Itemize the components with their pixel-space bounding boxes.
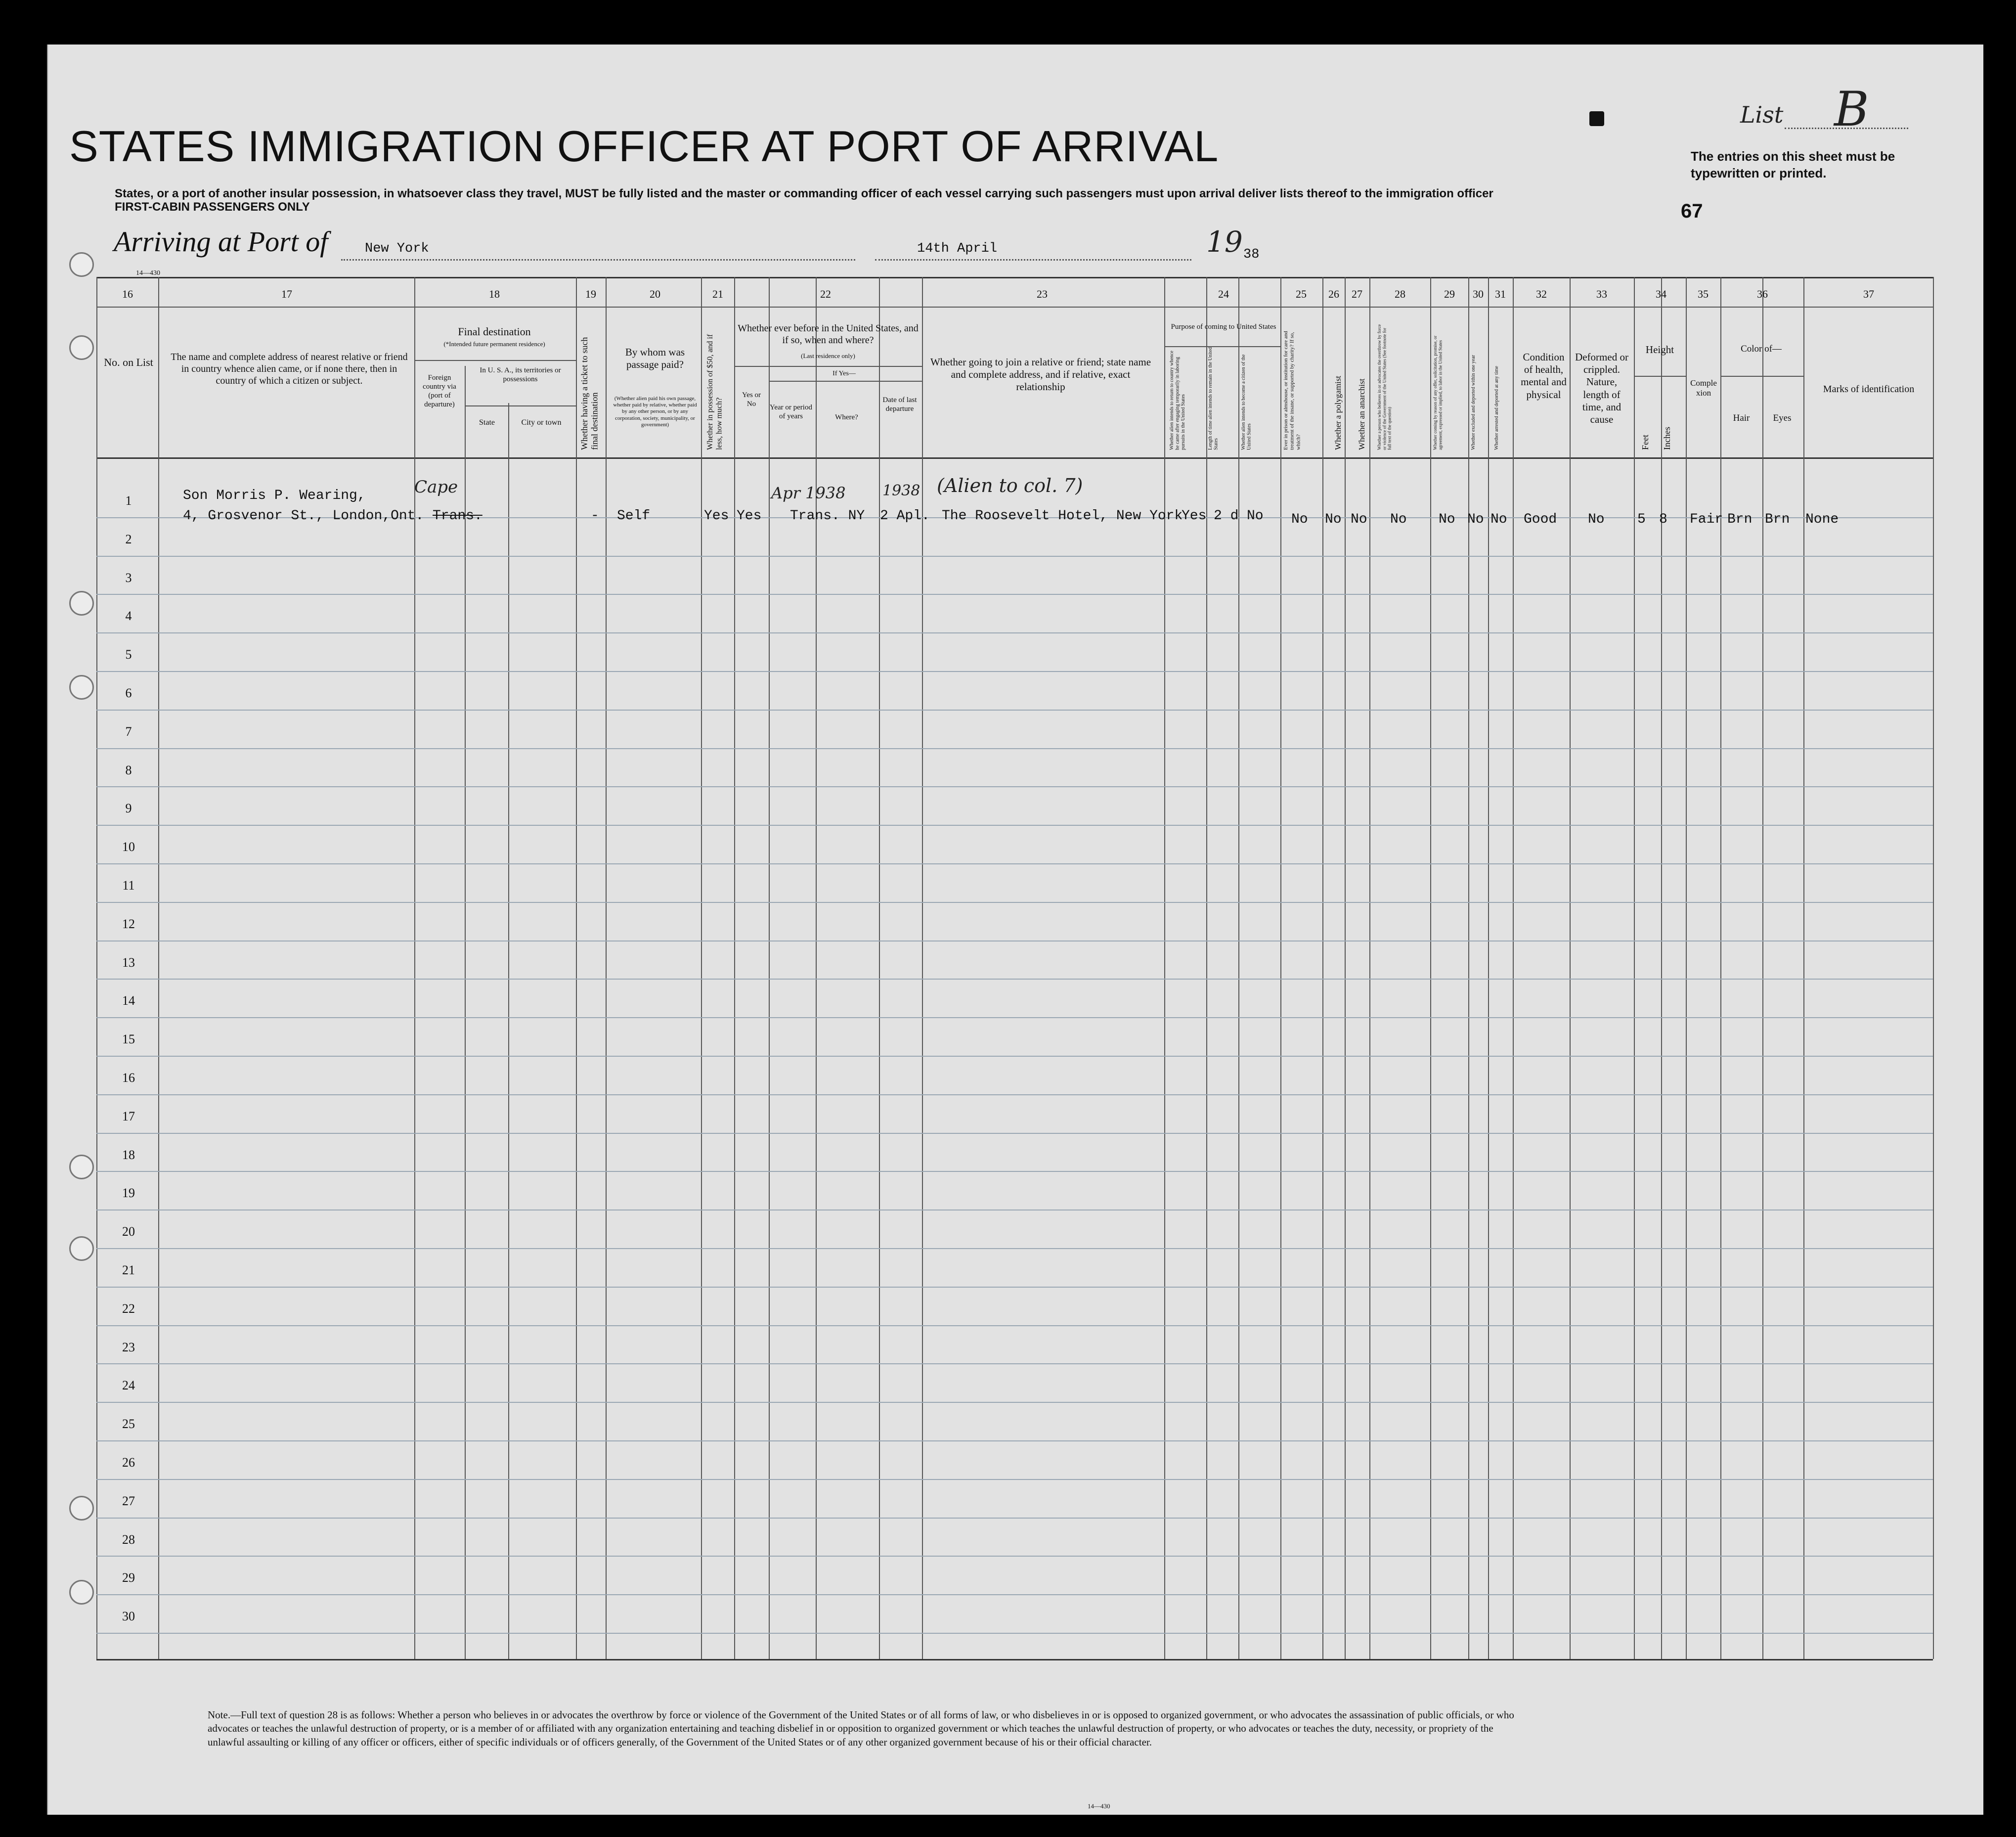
deported-value: No bbox=[1490, 512, 1507, 527]
subtitle-line: States, or a port of another insular possession, in whatsoever class they travel, MUST be fully listed and the master or commanding officer of each vessel carrying such passengers must upon arrival deliver lists thereof to the immigration officer bbox=[115, 187, 1493, 200]
hdr-usa: In U. S. A., its territories or possessions bbox=[480, 366, 561, 383]
column-number: 21 bbox=[712, 288, 723, 300]
citizen-value: No bbox=[1247, 508, 1264, 524]
column-rule bbox=[158, 277, 159, 1659]
hair-value: Brn bbox=[1727, 512, 1753, 527]
column-rule bbox=[1164, 277, 1165, 1659]
column-number: 17 bbox=[281, 288, 292, 300]
row-rule bbox=[96, 1248, 1933, 1249]
hdr-foreign: Foreign country via (port of departure) bbox=[423, 374, 456, 408]
row-rule bbox=[96, 1056, 1933, 1057]
row-number: 14 bbox=[122, 993, 135, 1008]
complexion-value: Fair bbox=[1690, 512, 1723, 527]
hdr-before-sub: (Last residence only) bbox=[801, 352, 855, 359]
column-number: 23 bbox=[1037, 288, 1048, 300]
row-number: 6 bbox=[125, 686, 132, 700]
column-rule bbox=[1488, 277, 1489, 1659]
column-number: 25 bbox=[1296, 288, 1307, 300]
class-line: FIRST-CABIN PASSENGERS ONLY bbox=[115, 200, 310, 214]
handwritten-note: (Alien to col. 7) bbox=[937, 475, 1083, 496]
ink-mark bbox=[1589, 111, 1604, 126]
row-number: 17 bbox=[122, 1109, 135, 1123]
row-rule bbox=[96, 710, 1933, 711]
port-line bbox=[341, 259, 855, 261]
list-value: B bbox=[1834, 82, 1869, 137]
row-number: 29 bbox=[122, 1570, 135, 1585]
hdr-year: Year or period of years bbox=[770, 403, 812, 420]
length-value: 2 d bbox=[1214, 508, 1239, 524]
row-number: 13 bbox=[122, 955, 135, 970]
hdr-hair: Hair bbox=[1733, 413, 1750, 423]
column-rule bbox=[701, 277, 702, 1659]
row-rule bbox=[96, 902, 1933, 903]
row-rule bbox=[96, 786, 1933, 787]
column-rule bbox=[1322, 277, 1323, 1659]
eyes-value: Brn bbox=[1765, 512, 1790, 527]
hdr-purpose: Purpose of coming to United States bbox=[1171, 323, 1276, 331]
row-number: 16 bbox=[122, 1071, 135, 1085]
joining-value: The Roosevelt Hotel, New York bbox=[942, 508, 1183, 524]
column-number: 31 bbox=[1495, 288, 1506, 300]
row-number: 7 bbox=[125, 724, 132, 739]
paid-by-value: Self bbox=[617, 508, 651, 524]
column-rule bbox=[734, 277, 735, 1659]
hdr-color: Color of— bbox=[1741, 344, 1782, 354]
inches-value: 8 bbox=[1659, 512, 1667, 527]
binder-hole bbox=[69, 675, 94, 700]
row-rule bbox=[96, 979, 1933, 980]
before-date-value: 2 Apl. bbox=[880, 508, 930, 524]
date-line bbox=[875, 259, 1191, 261]
row-number: 15 bbox=[122, 1032, 135, 1047]
column-rule bbox=[1280, 277, 1281, 1659]
list-line bbox=[1785, 128, 1908, 129]
relative-line-2: 4, Grosvenor St., London,Ont. bbox=[183, 508, 424, 524]
column-number: 29 bbox=[1444, 288, 1455, 300]
column-rule bbox=[1430, 277, 1431, 1659]
row-number: 23 bbox=[122, 1340, 135, 1354]
header-sub-rule bbox=[414, 360, 576, 361]
hdr-anarchist: Whether an anarchist bbox=[1357, 378, 1366, 450]
marks-value: None bbox=[1805, 512, 1839, 527]
before-where-value: Trans. NY bbox=[790, 508, 865, 524]
column-number: 35 bbox=[1698, 288, 1709, 300]
column-rule bbox=[1513, 277, 1514, 1659]
overthrow-value: No bbox=[1390, 512, 1407, 527]
row-rule bbox=[96, 1094, 1933, 1095]
hdr-no-on-list: No. on List bbox=[104, 356, 153, 368]
row-number: 12 bbox=[122, 916, 135, 931]
row-number: 10 bbox=[122, 840, 135, 854]
row-number: 11 bbox=[122, 878, 135, 893]
hdr-overthrow: Whether a person who believes in or advocates the overthrow by force or violence of the Government of the United States (See footnote for full text of the question) bbox=[1377, 324, 1392, 450]
hdr-where: Where? bbox=[835, 413, 858, 421]
excluded-value: No bbox=[1467, 512, 1484, 527]
health-value: Good bbox=[1524, 512, 1557, 527]
handwritten-port: Cape bbox=[414, 477, 458, 497]
hdr-before: Whether ever before in the United States, and if so, when and where? bbox=[738, 323, 919, 346]
row-rule bbox=[96, 1017, 1933, 1018]
column-number: 32 bbox=[1536, 288, 1547, 300]
column-number: 33 bbox=[1596, 288, 1607, 300]
column-rule bbox=[1686, 277, 1687, 1659]
row-rule bbox=[96, 1325, 1933, 1326]
column-rule bbox=[1634, 277, 1635, 1659]
row-rule bbox=[96, 1363, 1933, 1364]
prison-value: No bbox=[1291, 512, 1308, 527]
column-rule bbox=[1468, 277, 1469, 1659]
column-number: 22 bbox=[820, 288, 831, 300]
column-rule bbox=[1238, 277, 1239, 1659]
handwritten-year: Apr 1938 bbox=[771, 484, 846, 502]
year-suffix: 38 bbox=[1243, 247, 1260, 262]
binder-hole bbox=[69, 591, 94, 616]
form-code-top: 14—430 bbox=[136, 269, 160, 277]
fifty-value: Yes bbox=[704, 508, 729, 524]
feet-value: 5 bbox=[1637, 512, 1646, 527]
column-number: 16 bbox=[122, 288, 133, 300]
deformed-value: No bbox=[1588, 512, 1605, 527]
column-rule bbox=[1803, 277, 1804, 1659]
row-rule bbox=[96, 1556, 1933, 1557]
binder-hole bbox=[69, 252, 94, 277]
column-rule bbox=[1206, 277, 1207, 1659]
binder-hole bbox=[69, 335, 94, 360]
column-rule bbox=[606, 277, 607, 1659]
hdr-paid-by: By whom was passage paid? bbox=[625, 346, 685, 371]
hdr-feet: Feet bbox=[1640, 435, 1650, 450]
port-value: New York bbox=[365, 241, 429, 256]
row-rule bbox=[96, 1594, 1933, 1595]
table-top-rule bbox=[96, 277, 1933, 278]
hdr-offer: Whether coming by reason of any offer, solicitation, promise, or agreement, expressed or implied, to labor in the United States bbox=[1433, 335, 1443, 450]
column-rule bbox=[922, 277, 923, 1659]
row-number: 8 bbox=[125, 762, 132, 777]
hdr-complexion: Complexion bbox=[1690, 378, 1717, 398]
row-number: 2 bbox=[125, 532, 132, 546]
row-number: 22 bbox=[122, 1301, 135, 1316]
row-number: 4 bbox=[125, 609, 132, 624]
column-number: 20 bbox=[650, 288, 660, 300]
row-rule bbox=[96, 1518, 1933, 1519]
row-number: 28 bbox=[122, 1532, 135, 1547]
hdr-eyes: Eyes bbox=[1773, 413, 1792, 423]
anarchist-value: No bbox=[1351, 512, 1367, 527]
row-rule bbox=[96, 1133, 1933, 1134]
row-rule bbox=[96, 1287, 1933, 1288]
row-number: 25 bbox=[122, 1417, 135, 1432]
row-number: 1 bbox=[125, 493, 132, 508]
hdr-final-destination: Final destination bbox=[458, 325, 531, 338]
row-rule bbox=[96, 632, 1933, 633]
column-rule bbox=[576, 277, 577, 1659]
hdr-if-yes: If Yes— bbox=[833, 370, 856, 377]
sub-column-rule bbox=[1661, 381, 1662, 1659]
footnote-text: Note.—Full text of question 28 is as follows: Whether a person who believes in or advocates the overthrow by force or violence of the Government of the United States or of all forms of law, or who disbelieves in or is opposed to organized government, or who advocates the assassination of public officials, or who advocates or teaches the unlawful destruction of property, or is a member of or affiliated with any organization entertaining and teaching disbelief in or opposition to organized government or which teaches the unlawful destruction of property, or who advocates or teaches the duty, necessity, or propriety of the unlawful assaulting or killing of any officer or officers, either of specific individuals or of officers generally, of the Government of the United States or of any other organized government because of his or their official character. bbox=[208, 1709, 1514, 1748]
binder-hole bbox=[69, 1496, 94, 1521]
list-label: List bbox=[1740, 101, 1784, 128]
ticket-value: - bbox=[591, 508, 599, 524]
row-rule bbox=[96, 1402, 1933, 1403]
column-number: 28 bbox=[1395, 288, 1405, 300]
hdr-yes-no: Yes or No bbox=[742, 391, 761, 408]
column-rule bbox=[769, 277, 770, 1659]
hdr-marks: Marks of identification bbox=[1823, 384, 1915, 395]
row-rule bbox=[96, 1479, 1933, 1480]
column-number: 36 bbox=[1757, 288, 1768, 300]
hdr-return-intent: Whether alien intends to return to country whence he came after engaging temporarily in laboring pursuits in the United States bbox=[1169, 351, 1186, 450]
column-rule bbox=[1345, 277, 1346, 1659]
row-rule bbox=[96, 1171, 1933, 1172]
row-rule bbox=[96, 1440, 1933, 1441]
final-destination-value: Trans. bbox=[433, 508, 482, 524]
row-rule bbox=[96, 594, 1933, 595]
before-yes-value: Yes bbox=[737, 508, 762, 524]
column-rule bbox=[879, 277, 880, 1659]
hdr-relative: The name and complete address of nearest relative or friend in country whence alien came, or if none there, then in country of which a citizen or subject. bbox=[171, 352, 408, 386]
column-number: 26 bbox=[1328, 288, 1339, 300]
header-sub-rule bbox=[769, 381, 922, 382]
row-number: 18 bbox=[122, 1147, 135, 1162]
row-number: 20 bbox=[122, 1224, 135, 1239]
hdr-become-citizen: Whether alien intends to become a citizen of the United States bbox=[1241, 354, 1252, 450]
binder-hole bbox=[69, 1155, 94, 1179]
sub-column-rule bbox=[508, 403, 509, 1659]
footnote-form-code: 14—430 bbox=[1088, 1802, 1110, 1810]
hdr-joining: Whether going to join a relative or friend; state name and complete address, and if relative, exact relationship bbox=[930, 356, 1151, 393]
hdr-prison: Ever in prison or almshouse, or institution for care and treatment of the insane, or supported by charity? If so, which? bbox=[1283, 331, 1302, 450]
row-number: 3 bbox=[125, 570, 132, 585]
hdr-deported: Whether arrested and deported at any time bbox=[1494, 366, 1499, 450]
before-year-value: 1938 bbox=[882, 482, 920, 499]
row-rule bbox=[96, 748, 1933, 749]
row-rule bbox=[96, 863, 1933, 864]
row-rule bbox=[96, 671, 1933, 672]
row-number: 9 bbox=[125, 801, 132, 816]
polygamist-value: No bbox=[1325, 512, 1342, 527]
hdr-excluded: Whether excluded and deported within one year bbox=[1471, 355, 1476, 450]
hdr-paid-sub: (Whether alien paid his own passage, whether paid by relative, whether paid by any other person, or by any corporation, society, municipality, or government) bbox=[613, 396, 697, 428]
hdr-ticket: Whether having a ticket to such final destination bbox=[579, 337, 600, 450]
column-rule bbox=[1570, 277, 1571, 1659]
year-prefix: 19 bbox=[1206, 225, 1243, 259]
typewritten-note: The entries on this sheet must be typewritten or printed. bbox=[1691, 149, 1895, 180]
column-number: 30 bbox=[1473, 288, 1484, 300]
column-number: 24 bbox=[1218, 288, 1229, 300]
hdr-fifty: Whether in possession of $50, and if less, how much? bbox=[706, 334, 724, 450]
header-sub-rule bbox=[465, 405, 576, 406]
column-number: 18 bbox=[489, 288, 500, 300]
hdr-date-departure: Date of last departure bbox=[882, 396, 917, 413]
binder-hole bbox=[69, 1580, 94, 1605]
header-sub-rule bbox=[734, 366, 922, 367]
colnum-rule bbox=[96, 307, 1933, 308]
manifest-sheet bbox=[47, 45, 1983, 1815]
column-rule bbox=[1369, 277, 1370, 1659]
hdr-health: Condition of health, mental and physical bbox=[1521, 351, 1567, 401]
relative-line-1: Son Morris P. Wearing, bbox=[183, 488, 366, 503]
hdr-height: Height bbox=[1645, 344, 1674, 356]
sheet-number: 67 bbox=[1681, 200, 1703, 222]
column-number: 27 bbox=[1352, 288, 1362, 300]
hdr-deformed: Deformed or crippled. Nature, length of time, and cause bbox=[1575, 351, 1628, 425]
row-number: 24 bbox=[122, 1378, 135, 1393]
header-sub-rule bbox=[1634, 376, 1686, 377]
row-number: 19 bbox=[122, 1186, 135, 1201]
binder-hole bbox=[69, 1236, 94, 1261]
page-title: STATES IMMIGRATION OFFICER AT PORT OF ARRIVAL bbox=[69, 122, 1219, 171]
row-number: 30 bbox=[122, 1609, 135, 1624]
hdr-final-sub: (*Intended future permanent residence) bbox=[443, 340, 545, 348]
column-rule bbox=[1933, 277, 1934, 1659]
row-rule bbox=[96, 556, 1933, 557]
row-number: 5 bbox=[125, 647, 132, 662]
hdr-length-stay: Length of time alien intends to remain in the United States bbox=[1208, 347, 1219, 450]
header-bottom-rule bbox=[96, 457, 1933, 459]
hdr-state: State bbox=[479, 418, 495, 427]
column-rule bbox=[1720, 277, 1721, 1659]
column-rule bbox=[96, 277, 97, 1659]
sub-column-rule bbox=[1762, 381, 1763, 1659]
return-value: Yes bbox=[1182, 508, 1207, 524]
hdr-inches: Inches bbox=[1662, 427, 1672, 450]
row-number: 27 bbox=[122, 1493, 135, 1508]
table-bottom-rule bbox=[96, 1659, 1933, 1660]
date-value: 14th April bbox=[917, 241, 998, 256]
sub-column-rule bbox=[465, 366, 466, 1659]
row-number: 26 bbox=[122, 1455, 135, 1470]
hdr-polygamist: Whether a polygamist bbox=[1333, 375, 1343, 450]
hdr-city: City or town bbox=[521, 418, 562, 427]
column-number: 19 bbox=[585, 288, 596, 300]
row-number: 21 bbox=[122, 1263, 135, 1277]
row-rule bbox=[96, 825, 1933, 826]
row-rule bbox=[96, 1633, 1933, 1634]
header-sub-rule bbox=[1720, 376, 1803, 377]
arriving-label: Arriving at Port of bbox=[114, 225, 328, 258]
offer-value: No bbox=[1439, 512, 1455, 527]
column-number: 34 bbox=[1656, 288, 1666, 300]
column-number: 37 bbox=[1863, 288, 1874, 300]
